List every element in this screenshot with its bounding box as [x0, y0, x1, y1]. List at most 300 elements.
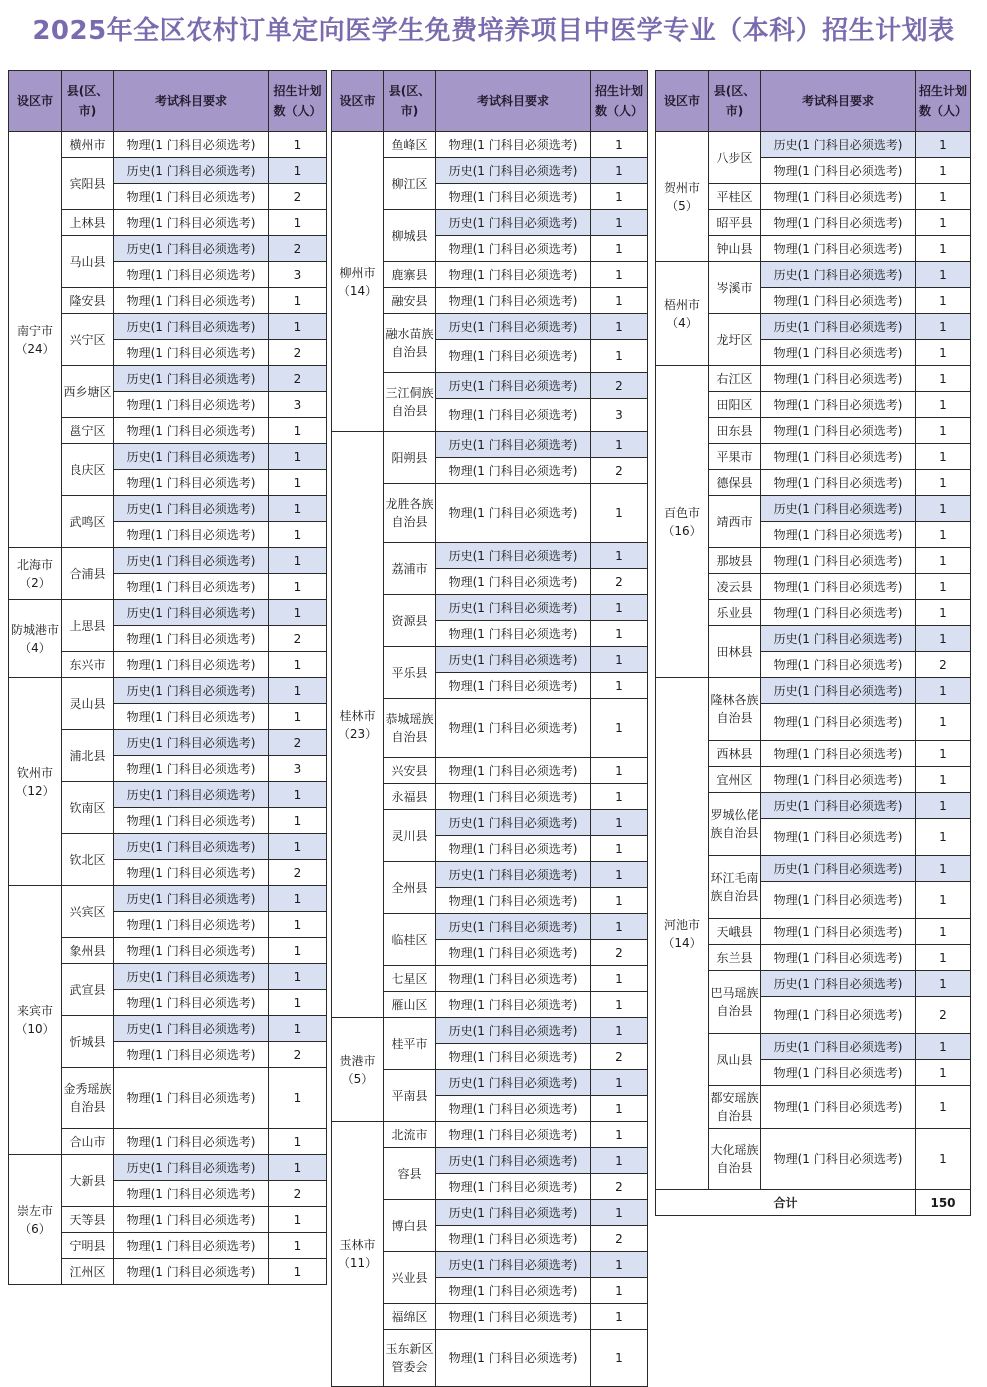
- count-cell: 2: [591, 458, 648, 484]
- count-cell: 1: [591, 484, 648, 543]
- count-cell: 1: [916, 340, 971, 366]
- subject-cell: 历史(1 门科目必须选考): [761, 1034, 916, 1060]
- subject-cell: 物理(1 门科目必须选考): [761, 470, 916, 496]
- count-cell: 1: [591, 432, 648, 458]
- city-cell: 贵港市（5）: [332, 1018, 384, 1122]
- county-cell: 宁明县: [62, 1233, 114, 1259]
- subject-cell: 物理(1 门科目必须选考): [761, 1060, 916, 1086]
- county-cell: 田林县: [709, 626, 761, 678]
- subject-cell: 物理(1 门科目必须选考): [114, 392, 269, 418]
- table-row: [9, 1155, 327, 1181]
- county-cell: 江州区: [62, 1259, 114, 1285]
- subject-cell: 物理(1 门科目必须选考): [761, 945, 916, 971]
- county-cell: 兴安县: [384, 758, 436, 784]
- header-city: 设区市: [656, 71, 709, 132]
- subject-cell: 物理(1 门科目必须选考): [761, 741, 916, 767]
- county-cell: 合山市: [62, 1129, 114, 1155]
- header-county: 县(区、市): [62, 71, 114, 132]
- city-cell: 梧州市（4）: [656, 262, 709, 366]
- subject-cell: 物理(1 门科目必须选考): [761, 522, 916, 548]
- count-cell: 2: [591, 373, 648, 399]
- county-cell: 北流市: [384, 1122, 436, 1148]
- subject-cell: 物理(1 门科目必须选考): [436, 340, 591, 373]
- subject-cell: 物理(1 门科目必须选考): [761, 444, 916, 470]
- header-subject: 考试科目要求: [761, 71, 916, 132]
- subject-cell: 物理(1 门科目必须选考): [114, 340, 269, 366]
- subject-cell: 物理(1 门科目必须选考): [114, 132, 269, 158]
- subject-cell: 物理(1 门科目必须选考): [436, 673, 591, 699]
- subject-cell: 历史(1 门科目必须选考): [436, 1148, 591, 1174]
- enrollment-table-2: [331, 70, 648, 1387]
- count-cell: 1: [269, 574, 327, 600]
- count-cell: 1: [916, 626, 971, 652]
- count-cell: 1: [269, 1233, 327, 1259]
- count-cell: 1: [591, 314, 648, 340]
- county-cell: 金秀瑶族自治县: [62, 1068, 114, 1129]
- count-cell: 1: [591, 1096, 648, 1122]
- subject-cell: 物理(1 门科目必须选考): [761, 704, 916, 741]
- county-cell: 容县: [384, 1148, 436, 1200]
- subject-cell: 历史(1 门科目必须选考): [114, 496, 269, 522]
- city-cell: 玉林市（11）: [332, 1122, 384, 1387]
- subject-cell: 物理(1 门科目必须选考): [114, 288, 269, 314]
- count-cell: 1: [916, 945, 971, 971]
- count-cell: 1: [916, 1060, 971, 1086]
- count-cell: 1: [591, 699, 648, 758]
- header-county: 县(区、市): [709, 71, 761, 132]
- count-cell: 1: [591, 1122, 648, 1148]
- county-cell: 资源县: [384, 595, 436, 647]
- subject-cell: 物理(1 门科目必须选考): [436, 569, 591, 595]
- subject-cell: 物理(1 门科目必须选考): [114, 626, 269, 652]
- header-subject: 考试科目要求: [114, 71, 269, 132]
- subject-cell: 历史(1 门科目必须选考): [761, 496, 916, 522]
- county-cell: 浦北县: [62, 730, 114, 782]
- city-cell: 北海市（2）: [9, 548, 62, 600]
- count-cell: 1: [269, 912, 327, 938]
- count-cell: 1: [916, 444, 971, 470]
- subject-cell: 物理(1 门科目必须选考): [114, 1068, 269, 1129]
- county-cell: 宾阳县: [62, 158, 114, 210]
- county-cell: 兴宁区: [62, 314, 114, 366]
- table-row: [332, 1122, 648, 1148]
- subject-cell: 物理(1 门科目必须选考): [761, 418, 916, 444]
- subject-cell: 物理(1 门科目必须选考): [114, 938, 269, 964]
- count-cell: 2: [269, 626, 327, 652]
- county-cell: 桂平市: [384, 1018, 436, 1070]
- subject-cell: 物理(1 门科目必须选考): [436, 758, 591, 784]
- count-cell: 1: [591, 184, 648, 210]
- count-cell: 1: [591, 862, 648, 888]
- count-cell: 1: [591, 1278, 648, 1304]
- county-cell: 横州市: [62, 132, 114, 158]
- county-cell: 玉东新区管委会: [384, 1330, 436, 1387]
- count-cell: 2: [916, 997, 971, 1034]
- count-cell: 2: [591, 569, 648, 595]
- count-cell: 3: [591, 399, 648, 432]
- city-cell: 防城港市（4）: [9, 600, 62, 678]
- county-cell: 融安县: [384, 288, 436, 314]
- subject-cell: 历史(1 门科目必须选考): [761, 314, 916, 340]
- count-cell: 1: [916, 158, 971, 184]
- count-cell: 1: [269, 548, 327, 574]
- subject-cell: 历史(1 门科目必须选考): [114, 314, 269, 340]
- subject-cell: 物理(1 门科目必须选考): [436, 184, 591, 210]
- county-cell: 钦南区: [62, 782, 114, 834]
- subject-cell: 物理(1 门科目必须选考): [761, 340, 916, 366]
- city-cell: 河池市（14）: [656, 678, 709, 1190]
- subject-cell: 物理(1 门科目必须选考): [114, 704, 269, 730]
- table-row: [332, 1018, 648, 1044]
- count-cell: 1: [269, 886, 327, 912]
- county-cell: 罗城仫佬族自治县: [709, 793, 761, 856]
- subject-cell: 物理(1 门科目必须选考): [114, 1207, 269, 1233]
- subject-cell: 历史(1 门科目必须选考): [114, 366, 269, 392]
- subject-cell: 物理(1 门科目必须选考): [436, 1304, 591, 1330]
- county-cell: 恭城瑶族自治县: [384, 699, 436, 758]
- subject-cell: 历史(1 门科目必须选考): [114, 782, 269, 808]
- count-cell: 3: [269, 756, 327, 782]
- county-cell: 兴业县: [384, 1252, 436, 1304]
- subject-cell: 历史(1 门科目必须选考): [436, 210, 591, 236]
- count-cell: 1: [269, 158, 327, 184]
- subject-cell: 历史(1 门科目必须选考): [114, 1155, 269, 1181]
- count-cell: 1: [916, 418, 971, 444]
- county-cell: 武鸣区: [62, 496, 114, 548]
- subject-cell: 历史(1 门科目必须选考): [761, 856, 916, 882]
- count-cell: 1: [591, 758, 648, 784]
- subject-cell: 物理(1 门科目必须选考): [436, 699, 591, 758]
- county-cell: 平南县: [384, 1070, 436, 1122]
- count-cell: 2: [916, 652, 971, 678]
- count-cell: 2: [591, 1174, 648, 1200]
- table-row: [9, 600, 327, 626]
- count-cell: 1: [916, 856, 971, 882]
- subject-cell: 物理(1 门科目必须选考): [114, 860, 269, 886]
- count-cell: 1: [269, 1068, 327, 1129]
- count-cell: 1: [269, 678, 327, 704]
- count-cell: 1: [269, 938, 327, 964]
- subject-cell: 历史(1 门科目必须选考): [761, 626, 916, 652]
- count-cell: 1: [916, 366, 971, 392]
- table-row: [656, 262, 971, 288]
- table-row: [332, 132, 648, 158]
- count-cell: 1: [916, 678, 971, 704]
- count-cell: 1: [916, 741, 971, 767]
- table-row: [656, 366, 971, 392]
- count-cell: 1: [916, 288, 971, 314]
- city-cell: 来宾市（10）: [9, 886, 62, 1155]
- subject-cell: 历史(1 门科目必须选考): [761, 971, 916, 997]
- count-cell: 1: [591, 158, 648, 184]
- county-cell: 良庆区: [62, 444, 114, 496]
- subject-cell: 物理(1 门科目必须选考): [114, 990, 269, 1016]
- county-cell: 龙圩区: [709, 314, 761, 366]
- count-cell: 1: [591, 288, 648, 314]
- count-cell: 1: [916, 882, 971, 919]
- county-cell: 钟山县: [709, 236, 761, 262]
- count-cell: 3: [269, 262, 327, 288]
- table-row: [9, 678, 327, 704]
- subject-cell: 物理(1 门科目必须选考): [436, 1096, 591, 1122]
- subject-cell: 物理(1 门科目必须选考): [761, 392, 916, 418]
- subject-cell: 历史(1 门科目必须选考): [114, 158, 269, 184]
- count-cell: 1: [916, 184, 971, 210]
- county-cell: 东兰县: [709, 945, 761, 971]
- county-cell: 柳城县: [384, 210, 436, 262]
- subject-cell: 物理(1 门科目必须选考): [114, 470, 269, 496]
- subject-cell: 历史(1 门科目必须选考): [436, 543, 591, 569]
- subject-cell: 历史(1 门科目必须选考): [436, 862, 591, 888]
- subject-cell: 历史(1 门科目必须选考): [114, 444, 269, 470]
- subject-cell: 历史(1 门科目必须选考): [436, 1018, 591, 1044]
- county-cell: 右江区: [709, 366, 761, 392]
- subject-cell: 物理(1 门科目必须选考): [114, 912, 269, 938]
- county-cell: 西乡塘区: [62, 366, 114, 418]
- count-cell: 1: [269, 132, 327, 158]
- count-cell: 1: [269, 704, 327, 730]
- county-cell: 大新县: [62, 1155, 114, 1207]
- count-cell: 1: [916, 600, 971, 626]
- city-cell: 桂林市（23）: [332, 432, 384, 1018]
- subject-cell: 物理(1 门科目必须选考): [114, 808, 269, 834]
- subject-cell: 物理(1 门科目必须选考): [436, 992, 591, 1018]
- count-cell: 1: [916, 793, 971, 819]
- count-cell: 2: [269, 1042, 327, 1068]
- count-cell: 3: [269, 392, 327, 418]
- subject-cell: 物理(1 门科目必须选考): [761, 236, 916, 262]
- subject-cell: 物理(1 门科目必须选考): [114, 522, 269, 548]
- subject-cell: 物理(1 门科目必须选考): [436, 1226, 591, 1252]
- subject-cell: 物理(1 门科目必须选考): [114, 1042, 269, 1068]
- county-cell: 八步区: [709, 132, 761, 184]
- count-cell: 1: [269, 1155, 327, 1181]
- subject-cell: 物理(1 门科目必须选考): [761, 574, 916, 600]
- subject-cell: 物理(1 门科目必须选考): [114, 574, 269, 600]
- county-cell: 阳朔县: [384, 432, 436, 484]
- count-cell: 1: [591, 810, 648, 836]
- subject-cell: 物理(1 门科目必须选考): [114, 1181, 269, 1207]
- count-cell: 1: [916, 1034, 971, 1060]
- count-cell: 2: [591, 940, 648, 966]
- count-cell: 1: [269, 990, 327, 1016]
- subject-cell: 历史(1 门科目必须选考): [761, 678, 916, 704]
- subject-cell: 物理(1 门科目必须选考): [761, 288, 916, 314]
- count-cell: 1: [269, 418, 327, 444]
- count-cell: 2: [269, 860, 327, 886]
- county-cell: 柳江区: [384, 158, 436, 210]
- subject-cell: 物理(1 门科目必须选考): [436, 458, 591, 484]
- count-cell: 1: [269, 444, 327, 470]
- count-cell: 1: [916, 522, 971, 548]
- subject-cell: 物理(1 门科目必须选考): [436, 236, 591, 262]
- count-cell: 1: [591, 784, 648, 810]
- subject-cell: 物理(1 门科目必须选考): [114, 262, 269, 288]
- county-cell: 马山县: [62, 236, 114, 288]
- subject-cell: 历史(1 门科目必须选考): [761, 132, 916, 158]
- count-cell: 1: [591, 595, 648, 621]
- header-county: 县(区、市): [384, 71, 436, 132]
- county-cell: 宜州区: [709, 767, 761, 793]
- county-cell: 昭平县: [709, 210, 761, 236]
- count-cell: 1: [916, 262, 971, 288]
- subject-cell: 物理(1 门科目必须选考): [114, 210, 269, 236]
- count-cell: 2: [269, 236, 327, 262]
- subject-cell: 物理(1 门科目必须选考): [761, 158, 916, 184]
- city-cell: 百色市（16）: [656, 366, 709, 678]
- county-cell: 平桂区: [709, 184, 761, 210]
- count-cell: 1: [591, 340, 648, 373]
- count-cell: 1: [269, 782, 327, 808]
- count-cell: 1: [916, 496, 971, 522]
- count-cell: 1: [591, 1070, 648, 1096]
- table-body: [656, 132, 971, 1216]
- total-value: 150: [916, 1190, 971, 1216]
- county-cell: 都安瑶族自治县: [709, 1086, 761, 1129]
- count-cell: 1: [591, 1304, 648, 1330]
- header-subject: 考试科目要求: [436, 71, 591, 132]
- subject-cell: 历史(1 门科目必须选考): [114, 1016, 269, 1042]
- subject-cell: 物理(1 门科目必须选考): [114, 756, 269, 782]
- enrollment-table-1: [8, 70, 327, 1285]
- subject-cell: 物理(1 门科目必须选考): [436, 262, 591, 288]
- count-cell: 2: [269, 184, 327, 210]
- subject-cell: 历史(1 门科目必须选考): [436, 595, 591, 621]
- count-cell: 1: [916, 819, 971, 856]
- county-cell: 西林县: [709, 741, 761, 767]
- count-cell: 1: [591, 888, 648, 914]
- county-cell: 环江毛南族自治县: [709, 856, 761, 919]
- count-cell: 1: [591, 914, 648, 940]
- count-cell: 1: [916, 210, 971, 236]
- subject-cell: 物理(1 门科目必须选考): [436, 1278, 591, 1304]
- subject-cell: 历史(1 门科目必须选考): [114, 730, 269, 756]
- subject-cell: 物理(1 门科目必须选考): [114, 418, 269, 444]
- county-cell: 雁山区: [384, 992, 436, 1018]
- count-cell: 1: [269, 834, 327, 860]
- subject-cell: 物理(1 门科目必须选考): [114, 184, 269, 210]
- county-cell: 七星区: [384, 966, 436, 992]
- count-cell: 1: [269, 600, 327, 626]
- subject-cell: 物理(1 门科目必须选考): [436, 940, 591, 966]
- subject-cell: 物理(1 门科目必须选考): [761, 600, 916, 626]
- subject-cell: 物理(1 门科目必须选考): [436, 399, 591, 432]
- subject-cell: 物理(1 门科目必须选考): [761, 997, 916, 1034]
- table-row: [9, 886, 327, 912]
- county-cell: 三江侗族自治县: [384, 373, 436, 432]
- county-cell: 邕宁区: [62, 418, 114, 444]
- subject-cell: 物理(1 门科目必须选考): [761, 1129, 916, 1190]
- subject-cell: 物理(1 门科目必须选考): [761, 919, 916, 945]
- count-cell: 1: [916, 1129, 971, 1190]
- county-cell: 平乐县: [384, 647, 436, 699]
- count-cell: 1: [269, 652, 327, 678]
- county-cell: 德保县: [709, 470, 761, 496]
- subject-cell: 物理(1 门科目必须选考): [761, 652, 916, 678]
- count-cell: 1: [916, 574, 971, 600]
- city-cell: 柳州市（14）: [332, 132, 384, 432]
- total-row: [656, 1190, 971, 1216]
- count-cell: 1: [591, 1200, 648, 1226]
- subject-cell: 历史(1 门科目必须选考): [436, 1200, 591, 1226]
- subject-cell: 历史(1 门科目必须选考): [436, 314, 591, 340]
- count-cell: 1: [591, 966, 648, 992]
- subject-cell: 历史(1 门科目必须选考): [436, 158, 591, 184]
- page-title: 2025年全区农村订单定向医学生免费培养项目中医学专业（本科）招生计划表: [32, 16, 955, 46]
- county-cell: 东兴市: [62, 652, 114, 678]
- county-cell: 全州县: [384, 862, 436, 914]
- count-cell: 1: [591, 132, 648, 158]
- subject-cell: 物理(1 门科目必须选考): [436, 288, 591, 314]
- subject-cell: 物理(1 门科目必须选考): [761, 882, 916, 919]
- count-cell: 1: [591, 262, 648, 288]
- subject-cell: 物理(1 门科目必须选考): [436, 1330, 591, 1387]
- enrollment-table-3: [655, 70, 971, 1216]
- county-cell: 靖西市: [709, 496, 761, 548]
- count-cell: 1: [269, 470, 327, 496]
- count-cell: 2: [591, 1226, 648, 1252]
- count-cell: 1: [916, 704, 971, 741]
- county-cell: 上思县: [62, 600, 114, 652]
- header-city: 设区市: [332, 71, 384, 132]
- county-cell: 巴马瑶族自治县: [709, 971, 761, 1034]
- county-cell: 鱼峰区: [384, 132, 436, 158]
- count-cell: 1: [916, 392, 971, 418]
- county-cell: 平果市: [709, 444, 761, 470]
- table-row: [656, 132, 971, 158]
- subject-cell: 物理(1 门科目必须选考): [761, 184, 916, 210]
- subject-cell: 物理(1 门科目必须选考): [436, 784, 591, 810]
- count-cell: 1: [591, 621, 648, 647]
- count-cell: 2: [269, 1181, 327, 1207]
- subject-cell: 历史(1 门科目必须选考): [114, 678, 269, 704]
- county-cell: 乐业县: [709, 600, 761, 626]
- subject-cell: 历史(1 门科目必须选考): [114, 886, 269, 912]
- count-cell: 1: [269, 808, 327, 834]
- subject-cell: 历史(1 门科目必须选考): [436, 1070, 591, 1096]
- subject-cell: 历史(1 门科目必须选考): [761, 262, 916, 288]
- county-cell: 岑溪市: [709, 262, 761, 314]
- count-cell: 1: [591, 1148, 648, 1174]
- subject-cell: 物理(1 门科目必须选考): [761, 210, 916, 236]
- subject-cell: 历史(1 门科目必须选考): [114, 600, 269, 626]
- subject-cell: 物理(1 门科目必须选考): [761, 1086, 916, 1129]
- header-count: 招生计划数（人）: [916, 71, 971, 132]
- count-cell: 1: [916, 919, 971, 945]
- subject-cell: 物理(1 门科目必须选考): [436, 1044, 591, 1070]
- county-cell: 田东县: [709, 418, 761, 444]
- county-cell: 荔浦市: [384, 543, 436, 595]
- subject-cell: 物理(1 门科目必须选考): [436, 888, 591, 914]
- count-cell: 1: [591, 1252, 648, 1278]
- county-cell: 凌云县: [709, 574, 761, 600]
- county-cell: 忻城县: [62, 1016, 114, 1068]
- subject-cell: 物理(1 门科目必须选考): [114, 1259, 269, 1285]
- count-cell: 1: [916, 236, 971, 262]
- county-cell: 融水苗族自治县: [384, 314, 436, 373]
- subject-cell: 历史(1 门科目必须选考): [114, 548, 269, 574]
- county-cell: 灵山县: [62, 678, 114, 730]
- count-cell: 1: [916, 971, 971, 997]
- table-body: [332, 132, 648, 1387]
- count-cell: 1: [591, 836, 648, 862]
- city-cell: 南宁市（24）: [9, 132, 62, 548]
- county-cell: 灵川县: [384, 810, 436, 862]
- table-row: [656, 678, 971, 704]
- subject-cell: 物理(1 门科目必须选考): [114, 1233, 269, 1259]
- county-cell: 福绵区: [384, 1304, 436, 1330]
- city-cell: 崇左市（6）: [9, 1155, 62, 1285]
